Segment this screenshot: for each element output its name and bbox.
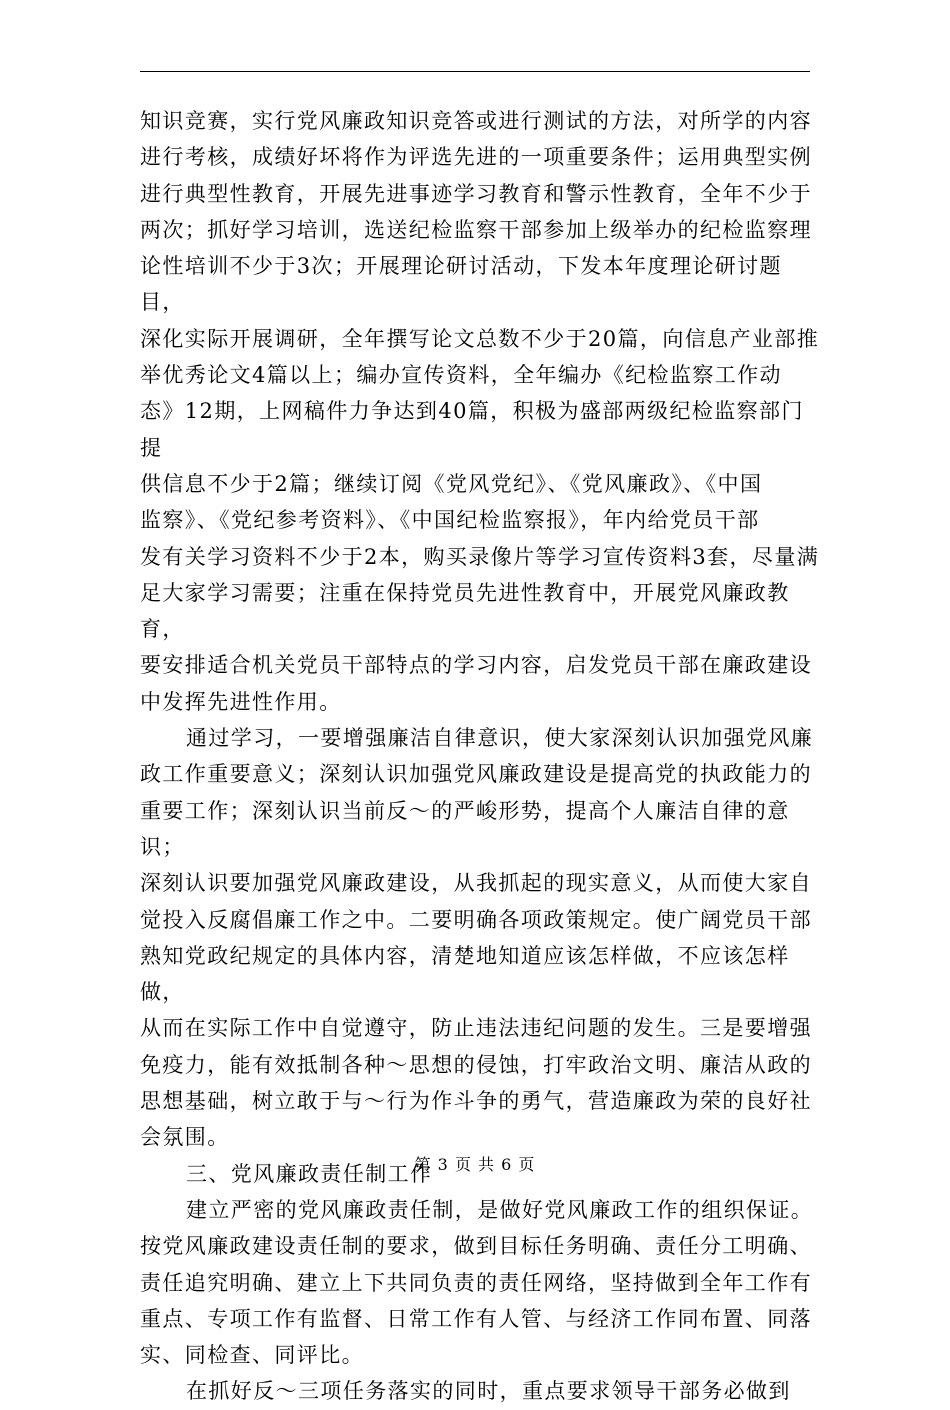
page-footer: 第 3 页 共 6 页 <box>414 1155 536 1174</box>
text-line: 会氛围。 <box>140 1125 230 1150</box>
text-line: 要安排适合机关党员干部特点的学习内容，启发党员干部在廉政建设 <box>140 653 812 678</box>
paragraph <box>140 720 820 1156</box>
text-line: 在抓好反～三项任务落实的同时，重点要求领导干部务必做到 <box>186 1379 791 1404</box>
paragraph <box>140 1192 820 1373</box>
text-line: 足大家学习需要；注重在保持党员先进性教育中，开展党风廉政教育， <box>140 580 790 642</box>
paragraph <box>140 1373 820 1409</box>
text-line: 重点、专项工作有监督、日常工作有人管、与经济工作同布置、同落 <box>140 1306 812 1331</box>
paragraph <box>140 103 820 720</box>
text-line: 进行考核，成绩好坏将作为评选先进的一项重要条件；运用典型实例 <box>140 145 812 170</box>
text-line: 三、党风廉政责任制工作 <box>186 1161 433 1186</box>
text-line: 发有关学习资料不少于2本，购买录像片等学习宣传资料3套，尽量满 <box>140 544 820 569</box>
text-line: 责任追究明确、建立上下共同负责的责任网络，坚持做到全年工作有 <box>140 1270 812 1295</box>
text-line: 免疫力，能有效抵制各种～思想的侵蚀，打牢政治文明、廉洁从政的 <box>140 1052 812 1077</box>
text-line: 供信息不少于2篇；继续订阅《党风党纪》、《党风廉政》、《中国 <box>140 471 763 496</box>
text-line: 从而在实际工作中自觉遵守，防止违法违纪问题的发生。三是要增强 <box>140 1016 812 1041</box>
text-line: 按党风廉政建设责任制的要求，做到目标任务明确、责任分工明确、 <box>140 1234 812 1259</box>
document-body <box>140 103 820 1410</box>
text-line: 知识竞赛，实行党风廉政知识竞答或进行测试的方法，对所学的内容 <box>140 109 812 133</box>
text-line: 建立严密的党风廉政责任制，是做好党风廉政工作的组织保证。 <box>186 1197 814 1222</box>
text-line: 通过学习，一要增强廉洁自律意识，使大家深刻认识加强党风廉 <box>186 726 814 751</box>
text-line: 熟知党政纪规定的具体内容，清楚地知道应该怎样做，不应该怎样做， <box>140 943 790 1005</box>
text-line: 举优秀论文4篇以上；编办宣传资料，全年编办《纪检监察工作动 <box>140 363 782 388</box>
header-rule <box>140 71 810 72</box>
text-line: 态》12期，上网稿件力争达到40篇，积极为盛部两级纪检监察部门提 <box>140 399 804 460</box>
text-line: 重要工作；深刻认识当前反～的严峻形势，提高个人廉洁自律的意识； <box>140 798 790 859</box>
text-line: 深化实际开展调研，全年撰写论文总数不少于20篇，向信息产业部推 <box>140 326 820 351</box>
text-line: 两次；抓好学习培训，选送纪检监察干部参加上级举办的纪检监察理 <box>140 217 812 242</box>
text-line: 觉投入反腐倡廉工作之中。二要明确各项政策规定。使广阔党员干部 <box>140 907 812 932</box>
text-line: 监察》、《党纪参考资料》、《中国纪检监察报》，年内给党员干部 <box>140 508 760 533</box>
text-line: 中发挥先进性作用。 <box>140 689 342 714</box>
text-line: 思想基础，树立敢于与～行为作斗争的勇气，营造廉政为荣的良好社 <box>140 1089 812 1114</box>
text-line: 实、同检查、同评比。 <box>140 1343 364 1368</box>
text-line: 论性培训不少于3次；开展理论研讨活动，下发本年度理论研讨题目， <box>140 254 782 315</box>
text-line: 深刻认识要加强党风廉政建设，从我抓起的现实意义，从而使大家自 <box>140 871 812 896</box>
text-line: 政工作重要意义；深刻认识加强党风廉政建设是提高党的执政能力的 <box>140 762 812 787</box>
text-line: 进行典型性教育，开展先进事迹学习教育和警示性教育，全年不少于 <box>140 181 812 206</box>
